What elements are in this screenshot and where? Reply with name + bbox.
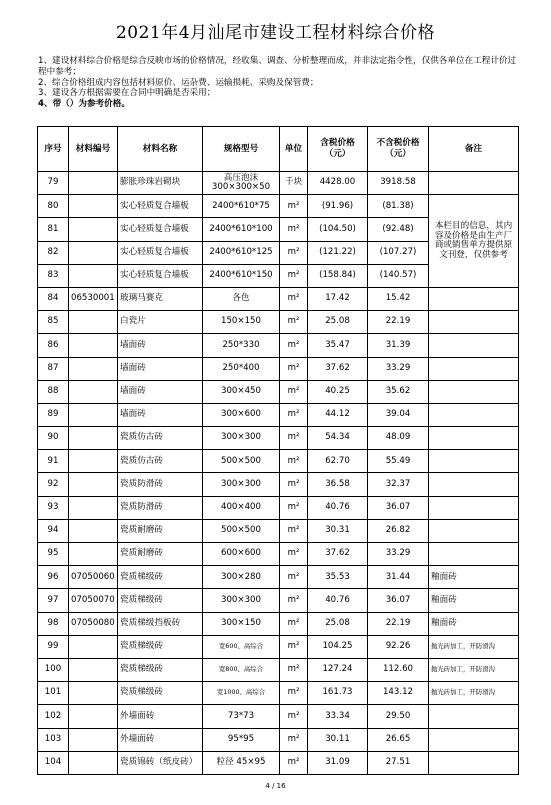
row-notax-price: 31.44 <box>368 566 429 589</box>
row-name: 瓷质防滑砖 <box>118 473 203 496</box>
row-no: 80 <box>38 195 69 218</box>
row-no: 99 <box>38 635 69 658</box>
row-no: 79 <box>38 172 69 195</box>
row-no: 104 <box>38 751 69 774</box>
table-header-row <box>38 127 519 172</box>
row-remark <box>429 334 519 357</box>
row-spec: 宽800、高综合 <box>203 658 280 681</box>
row-tax-price: 31.09 <box>308 751 368 774</box>
row-tax-price: (104.50) <box>308 218 368 241</box>
row-remark <box>429 473 519 496</box>
row-tax-price: 25.08 <box>308 612 368 635</box>
row-name: 瓷质梯级砖 <box>118 682 203 705</box>
row-no: 82 <box>38 241 69 264</box>
row-remark <box>429 705 519 728</box>
row-code: 06530001 <box>69 287 118 310</box>
row-no: 94 <box>38 519 69 542</box>
row-code: 07050060 <box>69 566 118 589</box>
row-name: 瓷质仿古砖 <box>118 450 203 473</box>
table-row <box>38 566 519 589</box>
row-no: 96 <box>38 566 69 589</box>
row-remark: 釉面砖 <box>429 566 519 589</box>
row-no: 92 <box>38 473 69 496</box>
row-no: 103 <box>38 728 69 751</box>
row-no: 95 <box>38 543 69 566</box>
row-remark <box>429 287 519 310</box>
header-name: 材料名称 <box>118 127 203 172</box>
row-remark <box>429 450 519 473</box>
row-notax-price: 29.50 <box>368 705 429 728</box>
row-no: 86 <box>38 334 69 357</box>
table-row <box>38 589 519 612</box>
header-code: 材料编号 <box>69 127 118 172</box>
row-code <box>69 218 118 241</box>
row-code <box>69 357 118 380</box>
row-unit: m² <box>280 566 308 589</box>
header-unit: 单位 <box>280 127 308 172</box>
row-notax-price: 33.29 <box>368 357 429 380</box>
row-code <box>69 682 118 705</box>
row-spec: 500×500 <box>203 450 280 473</box>
row-unit: m² <box>280 519 308 542</box>
row-code <box>69 658 118 681</box>
row-tax-price: 30.31 <box>308 519 368 542</box>
row-unit: m² <box>280 728 308 751</box>
row-name: 瓷质梯级挡板砖 <box>118 612 203 635</box>
row-spec: 600×600 <box>203 543 280 566</box>
row-unit: m² <box>280 635 308 658</box>
row-unit: m² <box>280 612 308 635</box>
row-unit: m² <box>280 287 308 310</box>
row-name: 实心轻质复合墙板 <box>118 195 203 218</box>
row-tax-price: 25.08 <box>308 311 368 334</box>
table-row <box>38 519 519 542</box>
merged-remark-cell: 本栏目的信息，其内容及价格是由生产厂商或销售单方提供原文刊登，仅供参考 <box>429 195 519 288</box>
table-row <box>38 380 519 403</box>
row-spec: 250*330 <box>203 334 280 357</box>
row-no: 91 <box>38 450 69 473</box>
row-unit: m² <box>280 264 308 287</box>
row-tax-price: (91.96) <box>308 195 368 218</box>
table-row <box>38 635 519 658</box>
row-name: 外墙面砖 <box>118 705 203 728</box>
row-notax-price: 15.42 <box>368 287 429 310</box>
row-tax-price: 104.25 <box>308 635 368 658</box>
row-notax-price: (92.48) <box>368 218 429 241</box>
row-unit: m² <box>280 450 308 473</box>
row-tax-price: 127.24 <box>308 658 368 681</box>
table-row <box>38 357 519 380</box>
row-tax-price: 36.58 <box>308 473 368 496</box>
row-unit: m² <box>280 543 308 566</box>
row-name: 瓷质耐磨砖 <box>118 543 203 566</box>
page-number: 4 / 16 <box>265 782 286 790</box>
table-row <box>38 751 519 774</box>
row-remark <box>429 519 519 542</box>
row-tax-price: 35.53 <box>308 566 368 589</box>
row-unit: m² <box>280 427 308 450</box>
row-no: 87 <box>38 357 69 380</box>
row-remark <box>429 172 519 195</box>
row-notax-price: 39.04 <box>368 403 429 426</box>
row-notax-price: 143.12 <box>368 682 429 705</box>
row-code <box>69 705 118 728</box>
row-spec: 粒径 45×95 <box>203 751 280 774</box>
row-name: 实心轻质复合墙板 <box>118 218 203 241</box>
row-notax-price: 36.07 <box>368 496 429 519</box>
row-name: 瓷质防滑砖 <box>118 496 203 519</box>
table-row <box>38 172 519 195</box>
row-code <box>69 543 118 566</box>
row-notax-price: 3918.58 <box>368 172 429 195</box>
row-no: 88 <box>38 380 69 403</box>
note-3: 3、建设各方根据需要在合同中明确是否采用； <box>38 88 216 99</box>
row-spec: 300×280 <box>203 566 280 589</box>
row-tax-price: 17.42 <box>308 287 368 310</box>
note-1: 1、建设材料综合价格是综合反映市场的价格情况，经收集、调查、分析整理而成，并非法定指令性，仅供各单位在工程计价过程中参考； <box>38 56 517 77</box>
row-code <box>69 751 118 774</box>
row-remark <box>429 728 519 751</box>
row-spec: 250*400 <box>203 357 280 380</box>
row-code <box>69 519 118 542</box>
row-spec: 300×150 <box>203 612 280 635</box>
table-row <box>38 195 519 218</box>
row-unit: m² <box>280 589 308 612</box>
table-row <box>38 543 519 566</box>
row-spec: 2400*610*75 <box>203 195 280 218</box>
row-name: 瓷质梯级砖 <box>118 589 203 612</box>
row-name: 瓷质锦砖（纸皮砖） <box>118 751 203 774</box>
row-unit: m² <box>280 311 308 334</box>
row-no: 100 <box>38 658 69 681</box>
row-code <box>69 473 118 496</box>
table-row <box>38 427 519 450</box>
header-remark: 备注 <box>429 127 519 172</box>
row-notax-price: (107.27) <box>368 241 429 264</box>
row-notax-price: 27.51 <box>368 751 429 774</box>
row-no: 93 <box>38 496 69 519</box>
row-unit: m² <box>280 357 308 380</box>
row-unit: m² <box>280 334 308 357</box>
row-code: 07050080 <box>69 612 118 635</box>
row-unit: m² <box>280 195 308 218</box>
row-spec: 400×400 <box>203 496 280 519</box>
row-remark <box>429 380 519 403</box>
price-table <box>37 126 519 775</box>
row-no: 97 <box>38 589 69 612</box>
row-spec: 各色 <box>203 287 280 310</box>
row-remark <box>429 311 519 334</box>
table-row <box>38 311 519 334</box>
row-remark <box>429 496 519 519</box>
row-remark: 抛光砖加工，开防滑沟 <box>429 658 519 681</box>
row-code <box>69 172 118 195</box>
row-unit: 千块 <box>280 172 308 195</box>
row-tax-price: (121.22) <box>308 241 368 264</box>
notes-block <box>38 56 518 110</box>
row-remark <box>429 357 519 380</box>
row-tax-price: 40.76 <box>308 496 368 519</box>
header-notax-price: 不含税价格（元） <box>368 127 429 172</box>
row-tax-price: 54.34 <box>308 427 368 450</box>
table-row <box>38 705 519 728</box>
row-unit: m² <box>280 705 308 728</box>
row-tax-price: 37.62 <box>308 357 368 380</box>
page-title: 2021年4月汕尾市建设工程材料综合价格 <box>115 23 436 43</box>
row-tax-price: 30.11 <box>308 728 368 751</box>
row-no: 98 <box>38 612 69 635</box>
row-name: 实心轻质复合墙板 <box>118 241 203 264</box>
row-spec: 300×300 <box>203 427 280 450</box>
row-code <box>69 311 118 334</box>
row-name: 玻璃马赛克 <box>118 287 203 310</box>
row-no: 101 <box>38 682 69 705</box>
row-name: 瓷质梯级砖 <box>118 566 203 589</box>
row-name: 瓷质梯级砖 <box>118 658 203 681</box>
row-spec: 300×300 <box>203 473 280 496</box>
row-no: 102 <box>38 705 69 728</box>
row-notax-price: 92.26 <box>368 635 429 658</box>
row-notax-price: 26.82 <box>368 519 429 542</box>
row-code <box>69 728 118 751</box>
row-remark: 抛光砖加工，开防滑沟 <box>429 682 519 705</box>
row-unit: m² <box>280 682 308 705</box>
row-unit: m² <box>280 403 308 426</box>
row-no: 85 <box>38 311 69 334</box>
row-spec: 500×500 <box>203 519 280 542</box>
row-remark <box>429 427 519 450</box>
row-spec: 宽600、高综合 <box>203 635 280 658</box>
row-spec: 95*95 <box>203 728 280 751</box>
row-spec: 73*73 <box>203 705 280 728</box>
row-tax-price: 44.12 <box>308 403 368 426</box>
row-name: 瓷质耐磨砖 <box>118 519 203 542</box>
row-spec: 宽1000、高综合 <box>203 682 280 705</box>
table-row <box>38 728 519 751</box>
row-remark <box>429 403 519 426</box>
header-tax-price: 含税价格（元） <box>308 127 368 172</box>
row-code <box>69 380 118 403</box>
row-spec: 300×450 <box>203 380 280 403</box>
row-notax-price: 55.49 <box>368 450 429 473</box>
row-no: 84 <box>38 287 69 310</box>
header-spec: 规格型号 <box>203 127 280 172</box>
row-remark: 抛光砖加工，开防滑沟 <box>429 635 519 658</box>
row-name: 外墙面砖 <box>118 728 203 751</box>
row-no: 81 <box>38 218 69 241</box>
row-code <box>69 450 118 473</box>
table-row <box>38 473 519 496</box>
row-name: 实心轻质复合墙板 <box>118 264 203 287</box>
row-code <box>69 403 118 426</box>
table-row <box>38 334 519 357</box>
row-unit: m² <box>280 751 308 774</box>
table-row <box>38 612 519 635</box>
row-notax-price: 33.29 <box>368 543 429 566</box>
row-code <box>69 496 118 519</box>
row-code <box>69 635 118 658</box>
row-notax-price: (81.38) <box>368 195 429 218</box>
row-tax-price: 33.34 <box>308 705 368 728</box>
row-notax-price: 48.09 <box>368 427 429 450</box>
row-unit: m² <box>280 241 308 264</box>
row-name: 白瓷片 <box>118 311 203 334</box>
row-name: 墙面砖 <box>118 403 203 426</box>
row-notax-price: 32.37 <box>368 473 429 496</box>
table-row <box>38 496 519 519</box>
row-notax-price: 112.60 <box>368 658 429 681</box>
row-tax-price: 161.73 <box>308 682 368 705</box>
row-notax-price: 22.19 <box>368 311 429 334</box>
row-unit: m² <box>280 380 308 403</box>
row-spec: 2400*610*150 <box>203 264 280 287</box>
row-spec: 2400*610*125 <box>203 241 280 264</box>
row-notax-price: 31.39 <box>368 334 429 357</box>
row-notax-price: 26.65 <box>368 728 429 751</box>
note-4: 4、带（）为参考价格。 <box>38 99 130 110</box>
row-notax-price: 36.07 <box>368 589 429 612</box>
row-tax-price: 40.25 <box>308 380 368 403</box>
row-spec: 300×600 <box>203 403 280 426</box>
table-row <box>38 658 519 681</box>
row-spec: 2400*610*100 <box>203 218 280 241</box>
row-name: 墙面砖 <box>118 334 203 357</box>
note-2: 2、综合价格组成内容包括材料原价、运杂费、运输损耗、采购及保管费； <box>38 77 319 88</box>
header-no: 序号 <box>38 127 69 172</box>
table-row <box>38 403 519 426</box>
row-tax-price: (158.84) <box>308 264 368 287</box>
row-no: 89 <box>38 403 69 426</box>
table-row <box>38 287 519 310</box>
row-unit: m² <box>280 496 308 519</box>
row-spec: 150×150 <box>203 311 280 334</box>
row-notax-price: (140.57) <box>368 264 429 287</box>
row-name: 瓷质梯级砖 <box>118 635 203 658</box>
row-code <box>69 195 118 218</box>
row-remark <box>429 751 519 774</box>
row-name: 墙面砖 <box>118 357 203 380</box>
row-tax-price: 40.76 <box>308 589 368 612</box>
row-tax-price: 37.62 <box>308 543 368 566</box>
row-remark: 釉面砖 <box>429 612 519 635</box>
row-name: 膨胀珍珠岩砌块 <box>118 172 203 195</box>
row-code: 07050070 <box>69 589 118 612</box>
row-tax-price: 4428.00 <box>308 172 368 195</box>
row-tax-price: 35.47 <box>308 334 368 357</box>
row-code <box>69 264 118 287</box>
row-spec: 300×300 <box>203 589 280 612</box>
row-no: 83 <box>38 264 69 287</box>
row-name: 墙面砖 <box>118 380 203 403</box>
row-no: 90 <box>38 427 69 450</box>
row-notax-price: 35.62 <box>368 380 429 403</box>
row-unit: m² <box>280 473 308 496</box>
row-unit: m² <box>280 218 308 241</box>
row-code <box>69 241 118 264</box>
row-code <box>69 427 118 450</box>
table-row <box>38 682 519 705</box>
table-row <box>38 450 519 473</box>
row-spec: 高压泡沫300×300×50 <box>203 172 280 195</box>
row-tax-price: 62.70 <box>308 450 368 473</box>
row-notax-price: 22.19 <box>368 612 429 635</box>
row-remark: 釉面砖 <box>429 589 519 612</box>
row-unit: m² <box>280 658 308 681</box>
row-remark <box>429 543 519 566</box>
row-name: 瓷质仿古砖 <box>118 427 203 450</box>
row-code <box>69 334 118 357</box>
